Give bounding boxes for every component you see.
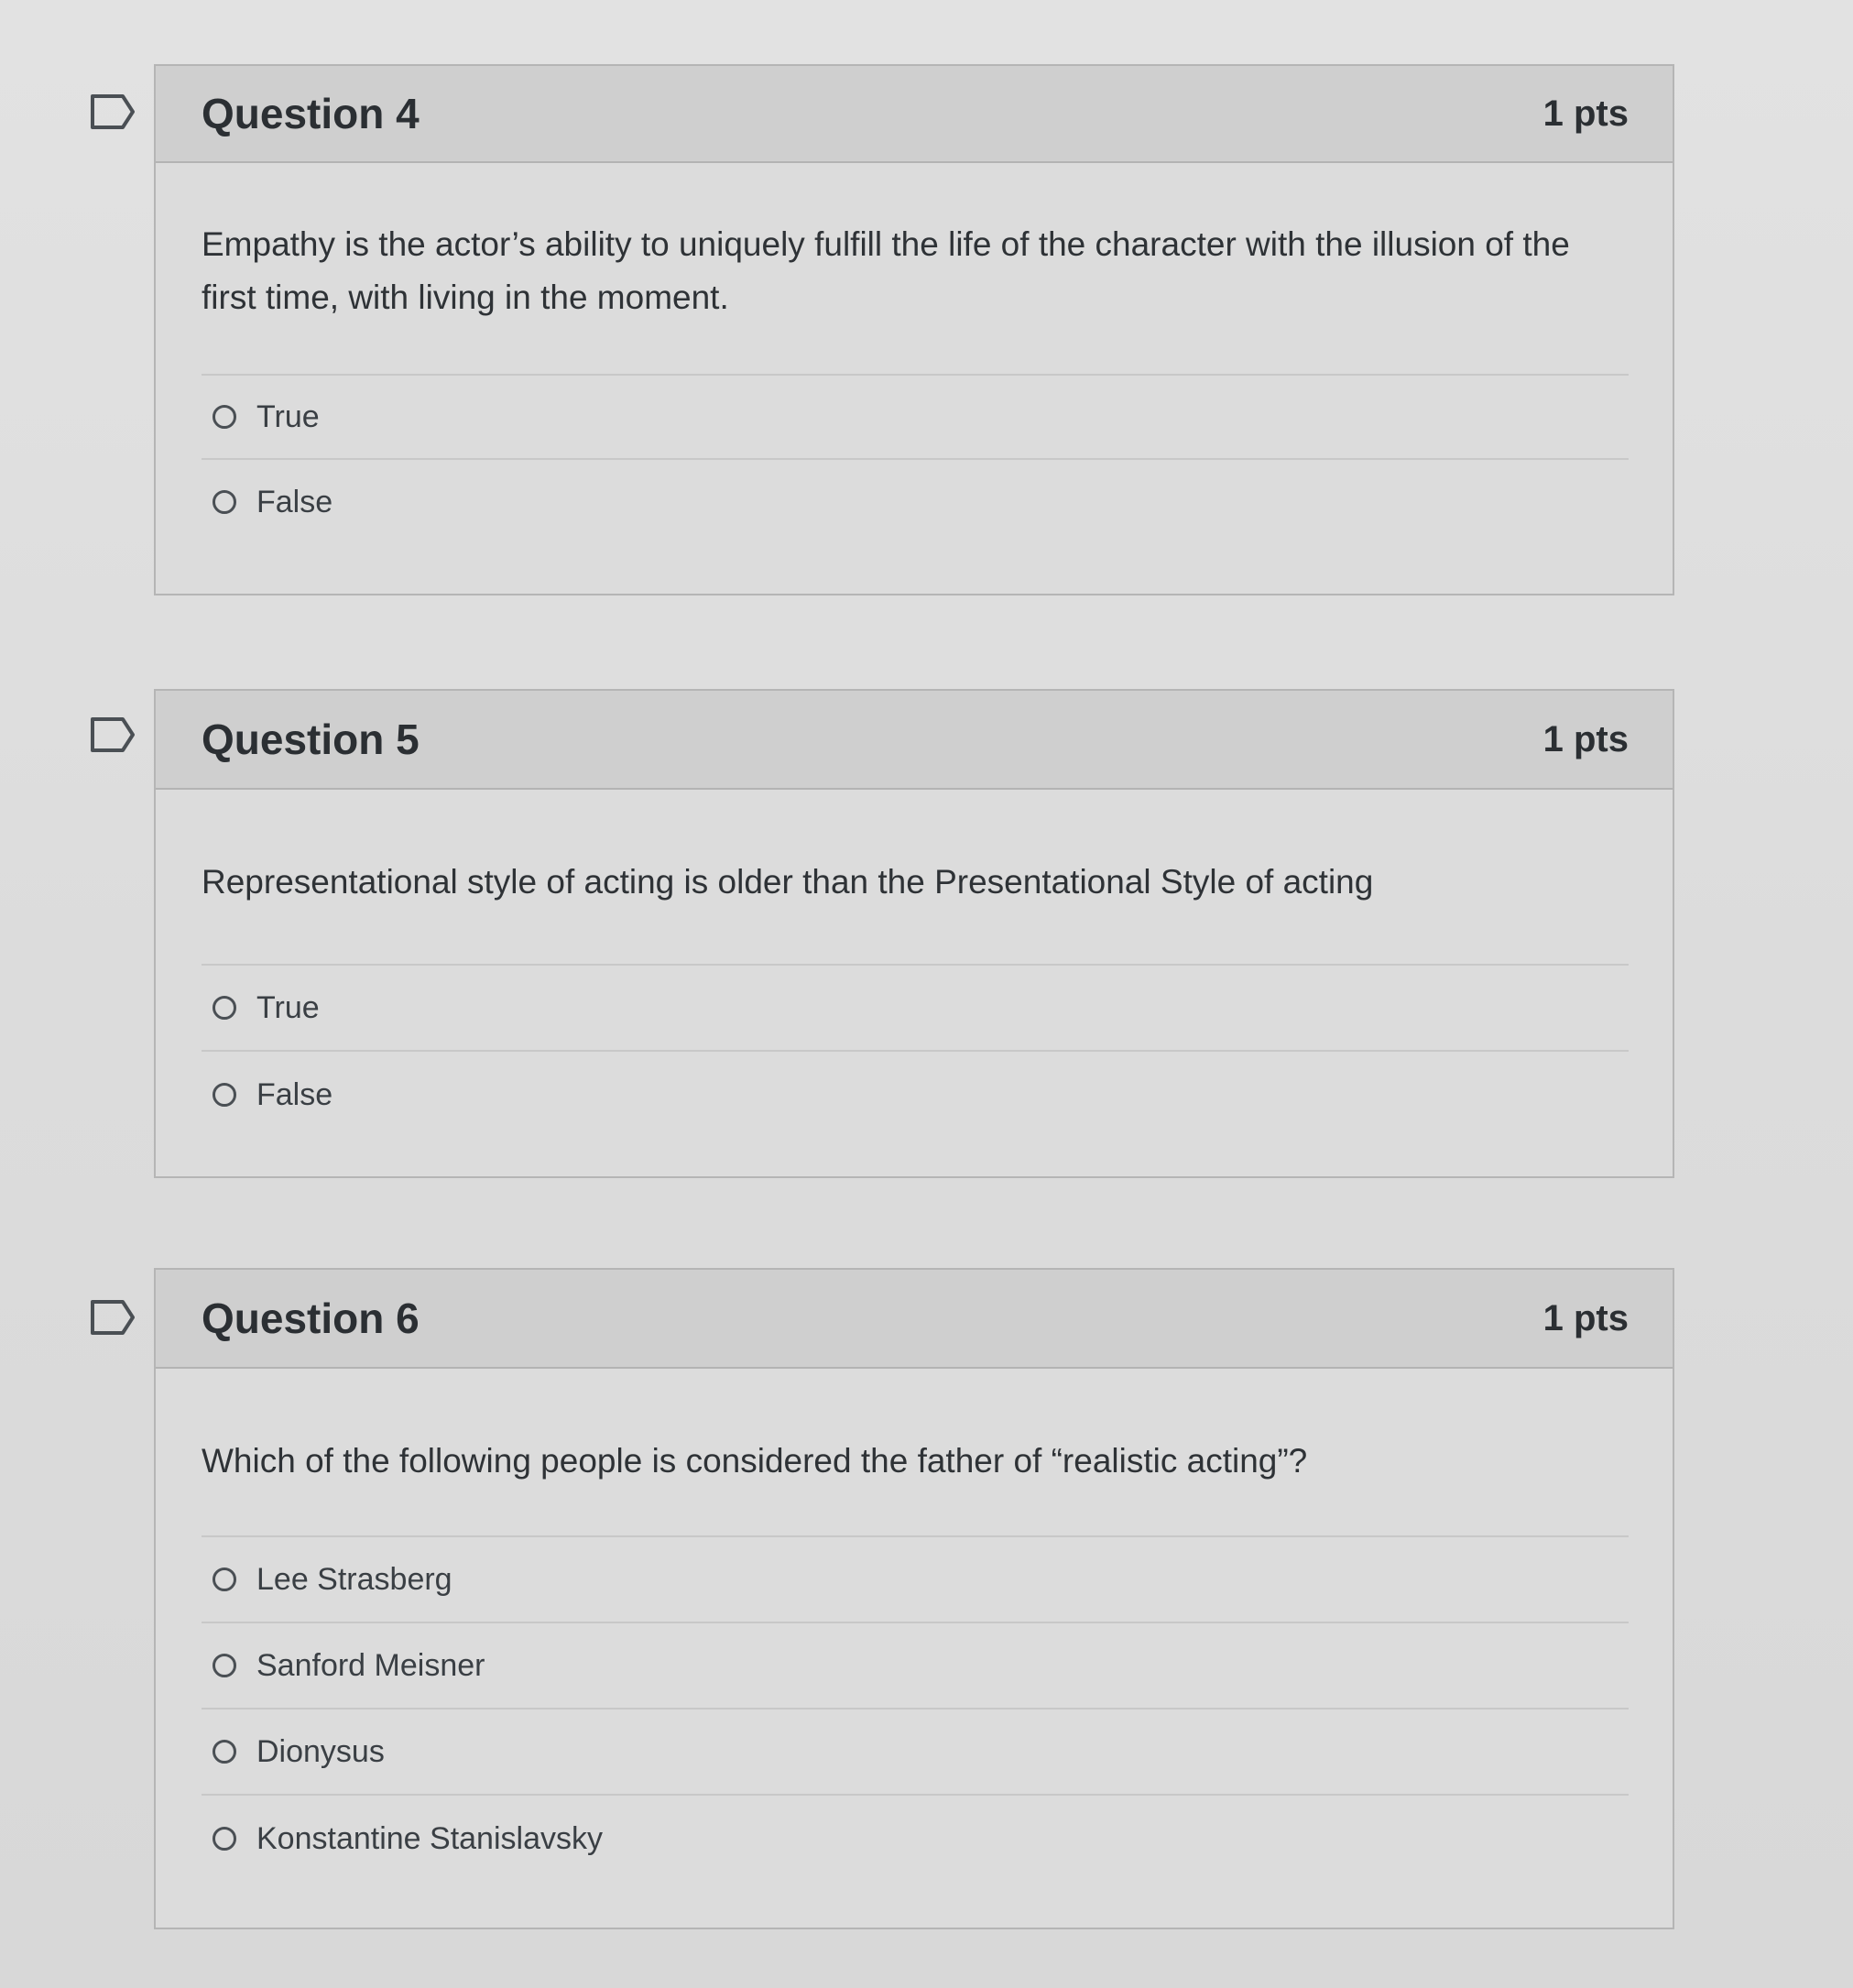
question-text: Which of the following people is considered the father of “realistic acting”? — [202, 1442, 1308, 1480]
question-6 — [154, 1268, 1674, 1929]
question-4 — [154, 64, 1674, 595]
question-body — [156, 163, 1673, 581]
question-title: Question 6 — [202, 1294, 420, 1342]
radio-button[interactable] — [213, 1567, 236, 1591]
question-title: Question 4 — [202, 90, 420, 137]
answer-option[interactable] — [202, 376, 1629, 460]
flag-question-icon[interactable] — [90, 1299, 136, 1336]
answer-label: True — [256, 399, 320, 434]
question-points: 1 pts — [1542, 93, 1629, 134]
answer-option[interactable] — [202, 966, 1629, 1052]
flag-question-icon[interactable] — [90, 716, 136, 753]
answer-label: False — [256, 484, 333, 519]
radio-button[interactable] — [213, 1827, 236, 1851]
answer-list — [202, 1535, 1629, 1882]
question-text: Empathy is the actor’s ability to uniquely fulfill the life of the character with the illusion of the first time, with living in the moment. — [202, 225, 1570, 316]
question-5 — [154, 689, 1674, 1178]
question-header — [156, 691, 1673, 790]
answer-label: Dionysus — [256, 1733, 385, 1769]
answer-option[interactable] — [202, 460, 1629, 544]
question-body — [156, 790, 1673, 1174]
question-body — [156, 1369, 1673, 1918]
radio-button[interactable] — [213, 490, 236, 514]
question-title: Question 5 — [202, 715, 420, 763]
flag-question-icon[interactable] — [90, 93, 136, 130]
radio-button[interactable] — [213, 1740, 236, 1764]
question-points: 1 pts — [1542, 718, 1629, 759]
radio-button[interactable] — [213, 1083, 236, 1107]
answer-label: True — [256, 989, 320, 1025]
question-header — [156, 66, 1673, 163]
radio-button[interactable] — [213, 405, 236, 429]
answer-list — [202, 964, 1629, 1138]
answer-list — [202, 374, 1629, 544]
radio-button[interactable] — [213, 996, 236, 1020]
answer-label: False — [256, 1076, 333, 1112]
question-header — [156, 1270, 1673, 1369]
answer-label: Lee Strasberg — [256, 1561, 452, 1597]
answer-label: Konstantine Stanislavsky — [256, 1820, 603, 1856]
answer-option[interactable] — [202, 1537, 1629, 1623]
answer-option[interactable] — [202, 1623, 1629, 1709]
question-points: 1 pts — [1542, 1297, 1629, 1338]
question-text: Representational style of acting is older than the Presentational Style of acting — [202, 863, 1374, 901]
answer-option[interactable] — [202, 1796, 1629, 1882]
answer-label: Sanford Meisner — [256, 1647, 485, 1683]
answer-option[interactable] — [202, 1709, 1629, 1796]
answer-option[interactable] — [202, 1052, 1629, 1138]
radio-button[interactable] — [213, 1654, 236, 1677]
